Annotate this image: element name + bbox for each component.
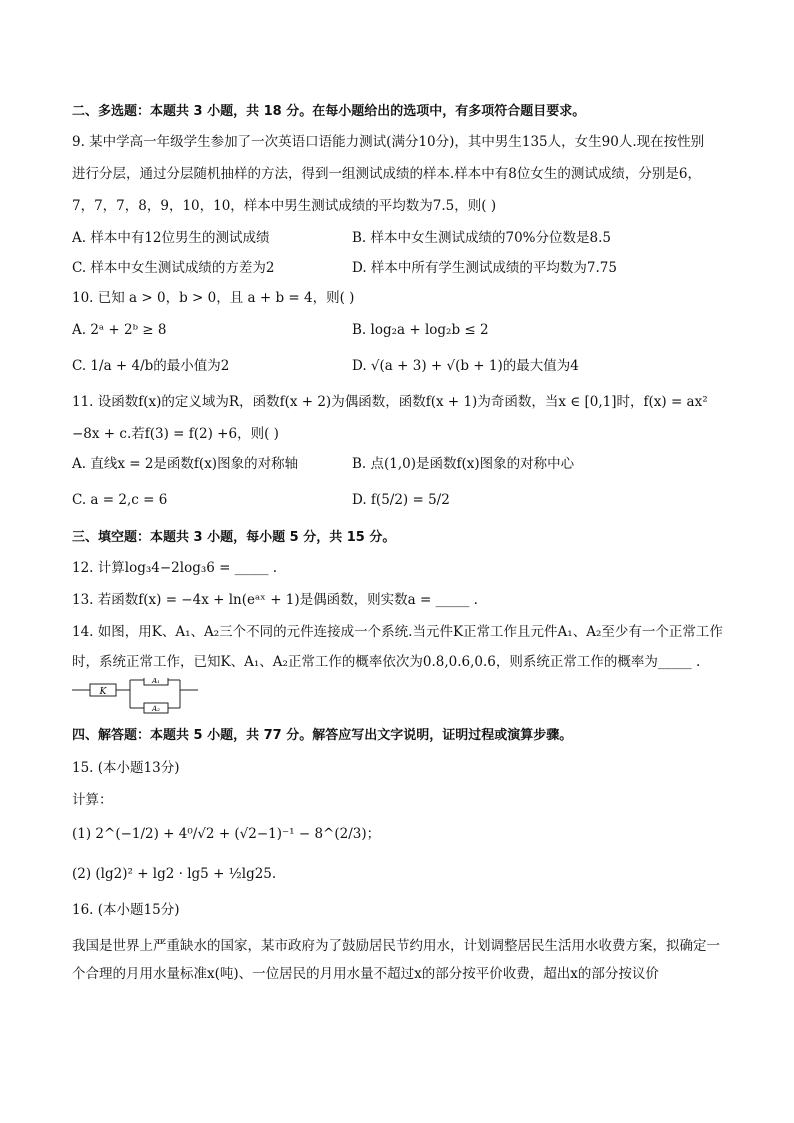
q16-heading: 16. (本小题15分) xyxy=(72,902,180,918)
q11-stem-line1: 11. 设函数f(x)的定义域为R，函数f(x + 2)为偶函数，函数f(x + 1)为奇函数，当x ∈ [0,1]时，f(x) = ax² xyxy=(72,394,708,410)
component-a2-label: A₂ xyxy=(152,705,160,713)
q11-stem-line2: −8x + c.若f(3) = f(2) +6，则( ) xyxy=(72,426,279,442)
q11-option-d: D. f(5/2) = 5/2 xyxy=(352,492,450,508)
q14-stem-line1: 14. 如图，用K、A₁、A₂三个不同的元件连接成一个系统.当元件K正常工作且元件A₁、A₂至少有一个正常工作 xyxy=(72,624,723,640)
q9-stem-line2: 进行分层，通过分层随机抽样的方法，得到一组测试成绩的样本.样本中有8位女生的测试成绩，分别是6， xyxy=(72,166,701,182)
q12-text: 12. 计算log₃4−2log₃6 = _____ . xyxy=(72,560,278,576)
q10-option-b: B. log₂a + log₂b ≤ 2 xyxy=(352,322,489,338)
q15-intro: 计算： xyxy=(72,792,113,808)
q9-option-b: B. 样本中女生测试成绩的70%分位数是8.5 xyxy=(352,230,611,246)
q9-option-d: D. 样本中所有学生测试成绩的平均数为7.75 xyxy=(352,260,617,276)
q11-option-c: C. a = 2,c = 6 xyxy=(72,492,168,508)
q10-stem: 10. 已知 a > 0，b > 0，且 a + b = 4，则( ) xyxy=(72,290,355,306)
section-fill-blank-heading: 三、填空题：本题共 3 小题，每小题 5 分，共 15 分。 xyxy=(72,530,396,545)
q9-option-a: A. 样本中有12位男生的测试成绩 xyxy=(72,230,270,246)
component-a1-label: A₁ xyxy=(152,678,160,685)
section-answer-heading: 四、解答题：本题共 5 小题，共 77 分。解答应写出文字说明，证明过程或演算步骤。 xyxy=(72,728,573,743)
q9-stem-line3: 7，7，7，8，9，10，10，样本中男生测试成绩的平均数为7.5，则( ) xyxy=(72,198,497,214)
q13-text: 13. 若函数f(x) = −4x + ln(eᵃˣ + 1)是偶函数，则实数a = _____ . xyxy=(72,592,478,608)
component-k-label: K xyxy=(99,687,107,697)
circuit-diagram xyxy=(72,678,212,714)
q9-option-c: C. 样本中女生测试成绩的方差为2 xyxy=(72,260,275,276)
q11-option-a: A. 直线x = 2是函数f(x)图象的对称轴 xyxy=(72,456,299,472)
q16-body: 我国是世界上严重缺水的国家，某市政府为了鼓励居民节约用水，计划调整居民生活用水收费方案，拟确定一个合理的月用水量标准x(吨)、一位居民的月用水量不超过x的部分按平价收费，超出x的部分按议价 xyxy=(72,938,720,982)
section-multi-choice-heading: 二、多选题：本题共 3 小题，共 18 分。在每小题给出的选项中，有多项符合题目要求。 xyxy=(72,104,586,119)
q14-stem-line2: 时，系统正常工作，已知K、A₁、A₂正常工作的概率依次为0.8,0.6,0.6，则系统正常工作的概率为_____ . xyxy=(72,654,701,670)
q10-option-c: C. 1/a + 4/b的最小值为2 xyxy=(72,358,230,374)
q15-part2: (2) (lg2)² + lg2 · lg5 + ½lg25. xyxy=(72,866,277,882)
q15-part1: (1) 2^(−1/2) + 4⁰/√2 + (√2−1)⁻¹ − 8^(2/3)； xyxy=(72,826,381,842)
q10-option-d: D. √(a + 3) + √(b + 1)的最大值为4 xyxy=(352,358,579,374)
q9-stem-line1: 9. 某中学高一年级学生参加了一次英语口语能力测试(满分10分)，其中男生135人，女生90人.现在按性别 xyxy=(72,134,705,150)
q15-heading: 15. (本小题13分) xyxy=(72,760,180,776)
q11-option-b: B. 点(1,0)是函数f(x)图象的对称中心 xyxy=(352,456,575,472)
q10-option-a: A. 2ᵃ + 2ᵇ ≥ 8 xyxy=(72,322,167,338)
